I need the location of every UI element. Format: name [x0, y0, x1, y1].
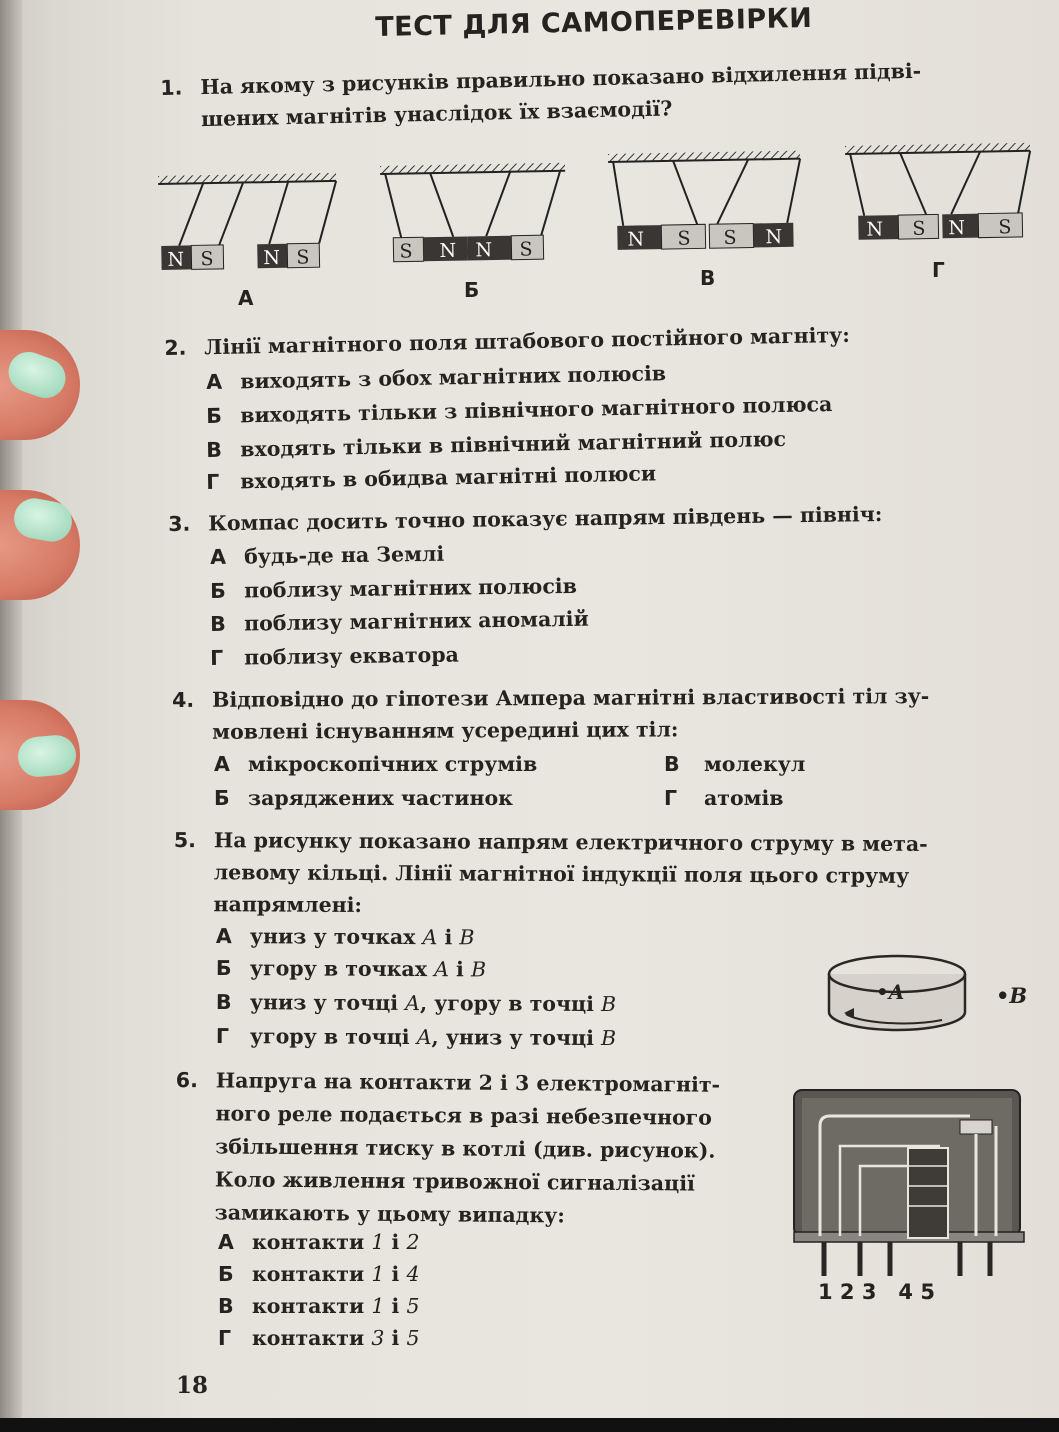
option-text: виходять тільки з північного магнітного полюса — [239, 391, 833, 428]
question-number: 6. — [175, 1067, 199, 1093]
pole-label: S — [998, 216, 1012, 239]
pole-label: S — [519, 238, 533, 261]
option-a[interactable] — [210, 542, 444, 569]
option-text: контакти — [252, 1326, 372, 1350]
option-letter: Г — [218, 1326, 232, 1350]
option-a[interactable] — [216, 924, 475, 949]
option-text: поблизу магнітних полюсів — [243, 573, 578, 603]
option-letter: А — [210, 544, 227, 569]
option-v[interactable] — [210, 607, 589, 636]
option-letter: В — [210, 611, 226, 636]
figure-b — [380, 163, 567, 263]
question-3 — [168, 498, 883, 540]
pole-label: S — [399, 240, 413, 263]
option-text: угору в точці — [249, 1024, 417, 1050]
option-text: виходять з обох магнітних полюсів — [239, 361, 667, 394]
option-letter: Г — [215, 1024, 230, 1049]
option-text: мікроскопічних струмів — [248, 752, 538, 776]
question-text-line: ного реле подається в разі небезпечного — [215, 1101, 713, 1130]
question-text-line: мовлені існуванням усередині цих тіл: — [212, 717, 679, 744]
figure-v — [608, 151, 802, 251]
point-a-label: A — [434, 957, 449, 982]
point-a-marker: •A — [876, 980, 905, 1004]
option-letter: Б — [215, 956, 232, 981]
option-v[interactable] — [218, 1294, 419, 1318]
point-b-label: B — [470, 957, 487, 982]
pole-label: S — [200, 248, 214, 271]
option-text: входять тільки в північний магнітний полюс — [239, 426, 787, 462]
question-text-line: Відповідно до гіпотези Ампера магнітні властивості тіл зу- — [212, 684, 930, 712]
option-text: молекул — [704, 752, 806, 776]
option-text: поблизу екватора — [243, 642, 460, 670]
option-text: , униз у точці — [431, 1025, 602, 1051]
question-text-line: шених магнітів унаслідок їх взаємодії? — [200, 96, 673, 132]
question-text: Лінії магнітного поля штабового постійного магніту: — [204, 322, 851, 360]
option-text: униз у точці — [249, 990, 406, 1015]
question-6 — [175, 1064, 721, 1234]
option-g[interactable] — [216, 1024, 616, 1050]
magnet-figures — [150, 140, 1040, 320]
screen-bottom-bar — [0, 1418, 1059, 1432]
point-a-label: A — [422, 925, 438, 950]
option-text: угору в точках — [249, 956, 435, 982]
option-letter: Б — [218, 1262, 234, 1286]
pole-label: S — [723, 226, 737, 249]
option-text: будь-де на Землі — [243, 541, 445, 569]
option-g[interactable] — [218, 1326, 419, 1350]
pole-label: N — [866, 218, 884, 241]
question-text-line: На рисунку показано напрям електричного струму в мета- — [213, 828, 928, 856]
question-text-line: напрямлені: — [213, 892, 363, 917]
question-4 — [172, 680, 930, 748]
point-b-label: B — [601, 1026, 617, 1051]
question-1 — [160, 55, 922, 136]
pole-label: N — [263, 246, 281, 270]
question-text-line: Напруга на контакти 2 і 3 електромагніт- — [215, 1068, 721, 1097]
relay-figure — [790, 1086, 1026, 1276]
figure-label: В — [700, 266, 716, 290]
option-b[interactable] — [214, 786, 513, 810]
question-number: 1. — [160, 75, 183, 100]
question-text-line: На якому з рисунків правильно показано відхилення підві- — [200, 58, 922, 100]
option-letter: А — [218, 1230, 234, 1254]
option-letter: Б — [210, 578, 226, 603]
option-text: контакти — [252, 1230, 372, 1254]
figure-g — [845, 143, 1032, 241]
point-b-label: B — [459, 925, 475, 950]
pole-label: N — [765, 225, 783, 249]
pole-label: S — [912, 217, 926, 240]
option-letter: В — [215, 990, 232, 1015]
contact-number: 1 — [371, 1262, 385, 1286]
question-number: 4. — [172, 687, 195, 712]
option-letter: Г — [210, 645, 224, 670]
option-b[interactable] — [218, 1262, 419, 1286]
option-text: атомів — [704, 786, 784, 810]
option-letter: Г — [664, 786, 678, 810]
option-v[interactable] — [216, 990, 616, 1016]
option-text: і — [384, 1262, 407, 1286]
option-letter: Б — [206, 403, 223, 428]
option-text: поблизу магнітних аномалій — [243, 606, 589, 636]
point-b-label: B — [601, 992, 617, 1017]
option-text: і — [448, 957, 472, 982]
option-text: входять в обидва магнітні полюси — [239, 461, 657, 494]
point-b-marker: •B — [996, 983, 1028, 1008]
question-text-line: Коло живлення тривожної сигналізації — [214, 1167, 695, 1196]
question-number: 3. — [168, 511, 191, 536]
figure-label: Г — [932, 258, 945, 282]
question-5 — [173, 824, 927, 924]
option-text: контакти — [252, 1294, 372, 1318]
option-letter: Б — [214, 786, 230, 810]
option-a[interactable] — [206, 361, 666, 394]
option-letter: А — [206, 369, 223, 394]
pole-label: S — [296, 246, 310, 269]
option-text: контакти — [252, 1262, 372, 1286]
option-letter: А — [214, 752, 230, 776]
contact-number: 4 — [406, 1262, 420, 1286]
contact-number: 1 — [371, 1294, 385, 1318]
point-a-label: A — [416, 1025, 432, 1050]
question-2 — [164, 319, 850, 364]
option-text: і — [437, 925, 460, 950]
option-letter: В — [664, 752, 680, 776]
contact-number: 3 — [371, 1326, 385, 1350]
figure-label: Б — [464, 278, 480, 302]
contact-number: 2 — [406, 1230, 420, 1254]
figure-label: А — [238, 286, 254, 310]
contact-number: 5 — [406, 1294, 420, 1318]
page-number: 18 — [176, 1372, 209, 1399]
question-text-line: замикають у цьому випадку: — [214, 1200, 566, 1228]
option-g[interactable] — [206, 461, 656, 494]
option-a[interactable] — [218, 1230, 419, 1254]
question-text: Компас досить точно показує напрям південь — північ: — [208, 502, 883, 536]
option-v[interactable] — [206, 427, 786, 462]
contact-number: 5 — [406, 1326, 420, 1350]
figure-a — [158, 173, 338, 271]
option-letter: В — [206, 437, 223, 462]
option-b[interactable] — [216, 956, 486, 981]
option-b[interactable] — [206, 392, 832, 428]
option-text: і — [384, 1294, 407, 1318]
option-g[interactable] — [210, 643, 459, 670]
contact-number: 1 — [371, 1230, 385, 1254]
pole-label: N — [475, 239, 493, 262]
option-text: заряджених частинок — [248, 786, 513, 810]
option-v[interactable] — [664, 752, 805, 776]
pole-label: N — [167, 248, 185, 271]
point-a-label: A — [405, 990, 421, 1016]
pole-label: S — [677, 227, 691, 250]
option-text: і — [384, 1326, 407, 1350]
option-text: , угору в точці — [419, 991, 602, 1017]
option-b[interactable] — [210, 574, 577, 603]
page-title: ТЕСТ ДЛЯ САМОПЕРЕВІРКИ — [375, 2, 813, 43]
pole-label: N — [627, 228, 645, 251]
question-number: 5. — [173, 827, 197, 853]
option-g[interactable] — [664, 786, 784, 810]
option-text: униз у точках — [249, 924, 423, 950]
option-text: і — [384, 1230, 407, 1254]
relay-pin-labels: 1 2 3 4 5 — [818, 1280, 935, 1304]
option-letter: А — [215, 924, 232, 949]
pole-label: N — [948, 216, 966, 240]
option-a[interactable] — [214, 752, 537, 776]
pole-label: N — [439, 239, 457, 262]
option-letter: Г — [206, 469, 220, 494]
question-text-line: левому кільці. Лінії магнітної індукції поля цього струму — [213, 860, 910, 888]
question-number: 2. — [164, 335, 187, 360]
option-letter: В — [218, 1294, 234, 1318]
question-text-line: збільшення тиску в котлі (див. рисунок). — [215, 1134, 716, 1163]
